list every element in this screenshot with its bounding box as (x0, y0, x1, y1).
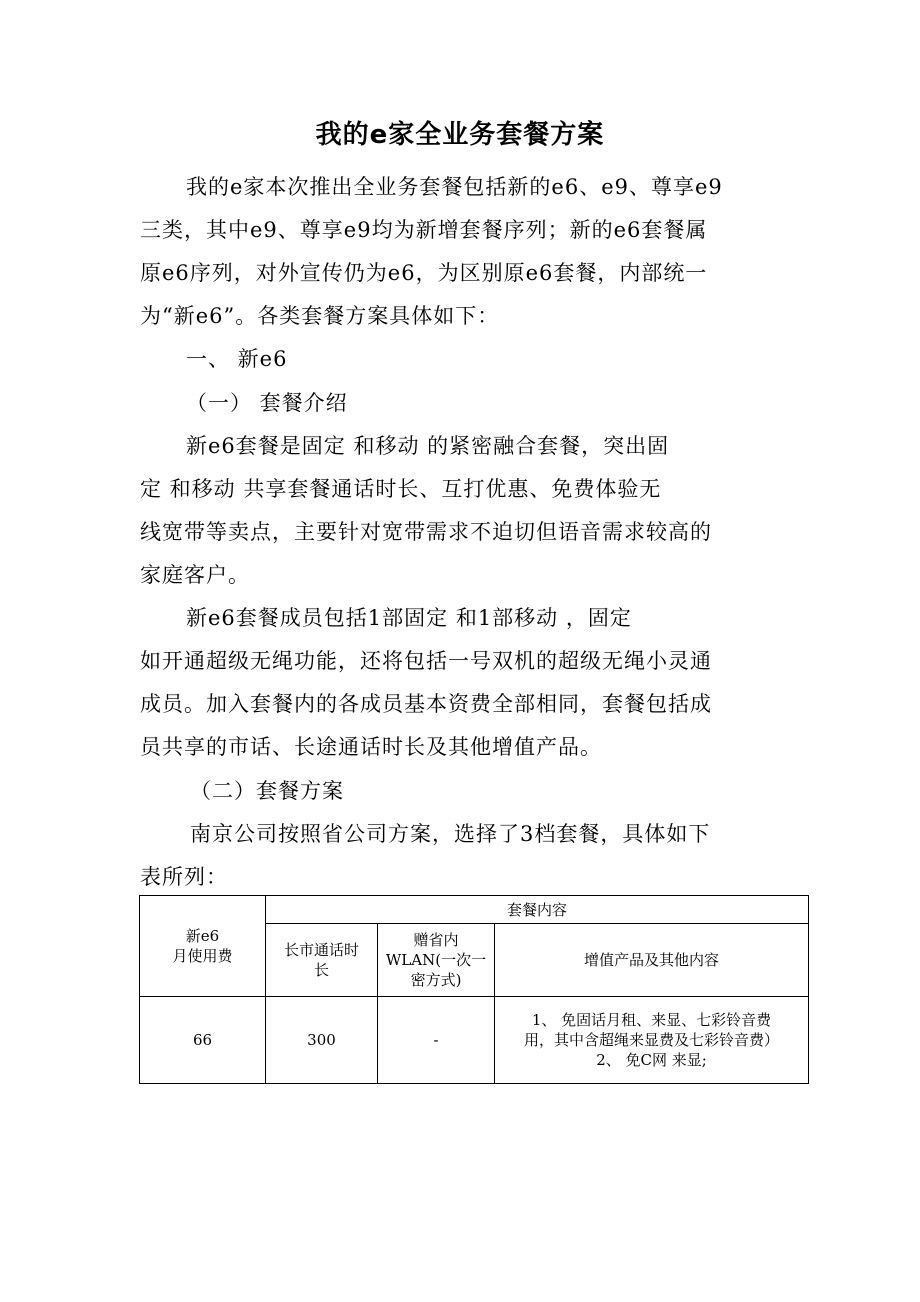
intro-line-4: 为“新e6”。各类套餐方案具体如下： (140, 304, 500, 328)
header-monthly-fee-line: 新e6 (185, 927, 220, 945)
header-monthly-fee-line: 月使用费 (172, 947, 233, 965)
header-monthly-fee (140, 896, 266, 997)
cell-wlan: - (378, 997, 495, 1084)
header-wlan-line: 赠省内 (413, 931, 459, 949)
para2-line-1: 新e6套餐成员包括1部固定 和1部移动 ，固定 (186, 606, 632, 630)
header-call-minutes-line: 长市通话时 (283, 941, 359, 959)
header-wlan-line: WLAN(一次一 (385, 951, 487, 969)
para3-line-1: 南京公司按照省公司方案，选择了3档套餐，具体如下 (190, 822, 711, 846)
intro-line-3: 原e6序列，对外宣传仍为e6，为区别原e6套餐，内部统一 (140, 261, 708, 285)
package-table (139, 895, 809, 1084)
para1-line-1: 新e6套餐是固定 和移动 的紧密融合套餐，突出固 (186, 434, 670, 458)
header-call-minutes-line: 长 (313, 961, 329, 979)
cell-fee: 66 (140, 997, 266, 1084)
section-heading-new-e6: 一、 新e6 (186, 347, 288, 371)
para1-line-2: 定 和移动 共享套餐通话时长、互打优惠、免费体验无 (140, 477, 662, 501)
intro-line-2: 三类，其中e9、尊享e9均为新增套餐序列；新的e6套餐属 (140, 218, 708, 242)
table-header-row (140, 896, 809, 924)
header-value-added: 增值产品及其他内容 (495, 924, 809, 997)
para2-line-4: 员共享的市话、长途通话时长及其他增值产品。 (140, 735, 602, 759)
document-title: 我的e家全业务套餐方案 (315, 120, 605, 150)
subheading-package-intro: （一） 套餐介绍 (186, 391, 348, 415)
para3-line-2: 表所列： (140, 865, 228, 889)
header-call-minutes (266, 924, 378, 997)
cell-minutes: 300 (266, 997, 378, 1084)
header-package-content: 套餐内容 (266, 896, 809, 924)
para2-line-3: 成员。加入套餐内的各成员基本资费全部相同，套餐包括成 (140, 692, 712, 716)
table-row (140, 997, 809, 1084)
para1-line-3: 线宽带等卖点，主要针对宽带需求不迫切但语音需求较高的 (140, 520, 712, 544)
para1-line-4: 家庭客户。 (140, 563, 250, 587)
cell-value-added (495, 997, 809, 1084)
value-added-item: 用，其中含超绳来显费及七彩铃音费） (524, 1031, 780, 1049)
intro-line-1: 我的e家本次推出全业务套餐包括新的e6、e9、尊享e9 (186, 175, 723, 199)
header-wlan (378, 924, 495, 997)
subheading-package-plan: （二）套餐方案 (190, 779, 344, 803)
value-added-item: 2、 免C网 来显; (596, 1051, 707, 1069)
header-wlan-line: 密方式) (410, 971, 462, 989)
para2-line-2: 如开通超级无绳功能，还将包括一号双机的超级无绳小灵通 (140, 649, 712, 673)
value-added-item: 1、 免固话月租、来显、七彩铃音费 (531, 1011, 772, 1029)
